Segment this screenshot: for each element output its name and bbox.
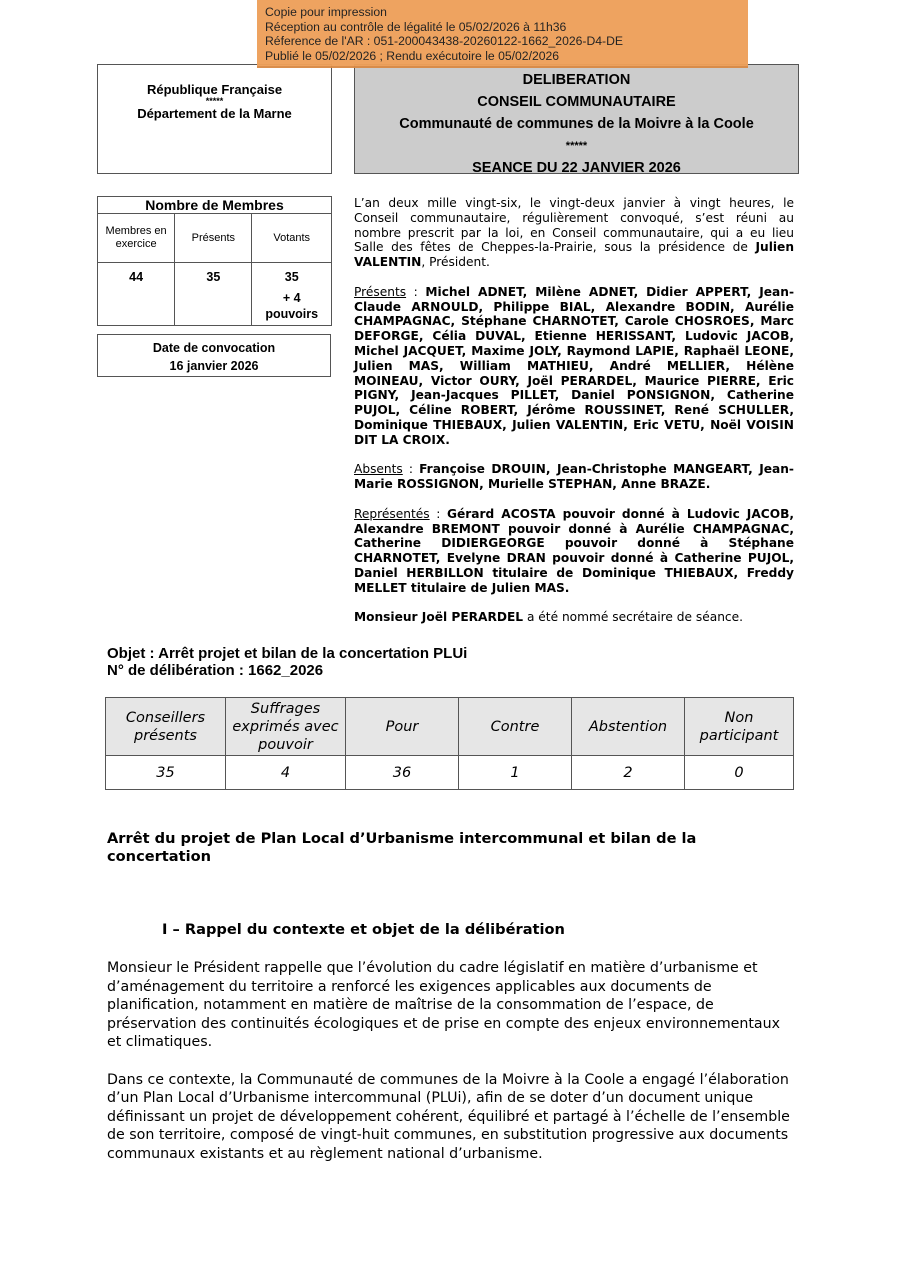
council-title: CONSEIL COMMUNAUTAIRE — [477, 94, 676, 110]
vote-header-present: Conseillers présents — [106, 698, 226, 756]
intro-paragraph: L’an deux mille vingt-six, le vingt-deux janvier à vingt heures, le Conseil communautaire, régulièrement convoqué, s’est réuni au nombre prescrit par la loi, en Conseil communautaire, qui a eu lieu Salle des fêtes de Cheppes-la-Prairie, sous la présidence de Julien VALENTIN, Président. — [354, 196, 794, 270]
members-table-title: Nombre de Membres — [98, 197, 332, 214]
context-paragraph-2: Dans ce contexte, la Communauté de communes de la Moivre à la Coole a engagé l’élaboration d’un Plan Local d’Urbanisme intercommunal (PLUi), afin de se doter d’un document unique définissant un projet de développement cohérent, équilibré et partagé à l’échelle de l’ensemble de son territoire, composé de vingt-huit communes, en substitution progressive aux documents communaux existants et au règlement national d’urbanisme. — [107, 1071, 790, 1162]
banner-line-published: Publié le 05/02/2026 ; Rendu exécutoire le 05/02/2026 — [265, 48, 560, 63]
deliberation-number: N° de délibération : 1662_2026 — [107, 662, 324, 679]
presents-names: Michel ADNET, Milène ADNET, Didier APPERT, Jean-Claude ARNOULD, Philippe BIAL, Alexandre BODIN, Aurélie CHAMPAGNAC, Stéphane CHARNOTET, Carole CHOSROES, Marc DEFORGE, Célia DUVAL, Etienne HERISSANT, Ludovic JACOB, Michel JACQUET, Maxime JOLY, Raymond LAPIE, Raphaël LEONE, Julien MAS, William MATHIEU, André MELLIER, Hélène MOINEAU, Victor OURY, Joël PERARDEL, Maurice PIERRE, Eric PIGNY, Jean-Jacques PILLET, Daniel PONSIGNON, Catherine PUJOL, Céline ROBERT, Jérôme ROUSSINET, René SCHULLER, Dominique THIEBAUX, Julien VALENTIN, Eric VETU, Noël VOISIN DIT LA CROIX. — [354, 284, 794, 447]
transmission-stamp-banner — [257, 0, 748, 68]
banner-line-reference: Réference de l'AR : 051-200043438-20260122-1662_2026-D4-DE — [265, 34, 624, 48]
president-name: Julien VALENTIN — [354, 240, 794, 270]
banner-line-reception: Réception au contrôle de légalité le 05/02/2026 à 11h36 — [265, 19, 567, 34]
subsection-title: I – Rappel du contexte et objet de la délibération — [162, 921, 565, 938]
vote-results-table — [105, 697, 794, 790]
vote-header-suffrages: Suffrages exprimés avec pouvoir — [226, 698, 346, 756]
header-republic-box — [97, 64, 332, 174]
session-date: SEANCE DU 22 JANVIER 2026 — [472, 160, 681, 176]
stars-separator: ***** — [565, 140, 588, 152]
represented-label: Représentés — [354, 506, 430, 521]
vote-value-abstention: 2 — [572, 756, 685, 790]
value-members-in-office: 44 — [98, 263, 175, 326]
represented-paragraph: Représentés : Gérard ACOSTA pouvoir donné à Ludovic JACOB, Alexandre BREMONT pouvoir donné à Aurélie CHAMPAGNAC, Catherine DIDIERGEORGE pouvoir donné à Stéphane CHARNOTET, Evelyne DRAN pouvoir donné à Catherine PUJOL, Daniel HERBILLON titulaire de Dominique THIEBAUX, Freddy MELLET titulaire de Julien MAS. — [354, 506, 795, 595]
vote-value-against: 1 — [459, 756, 572, 790]
convocation-date: 16 janvier 2026 — [169, 359, 259, 373]
vote-value-non-participant: 0 — [685, 756, 794, 790]
convocation-date-box — [97, 334, 331, 377]
vote-value-for: 36 — [346, 756, 459, 790]
convocation-label: Date de convocation — [152, 341, 276, 355]
presents-label: Présents — [354, 284, 407, 299]
represented-names: Gérard ACOSTA pouvoir donné à Ludovic JACOB, Alexandre BREMONT pouvoir donné à Aurélie CHAMPAGNAC, Catherine DIDIERGEORGE pouvoir donné à Stéphane CHARNOTET, Evelyne DRAN pouvoir donné à Catherine PUJOL, Daniel HERBILLON titulaire de Dominique THIEBAUX, Freddy MELLET titulaire de Julien MAS. — [354, 506, 795, 595]
absents-names: Françoise DROUIN, Jean-Christophe MANGEART, Jean-Marie ROSSIGNON, Murielle STEPHAN, Anne BRAZE. — [354, 462, 794, 492]
subject-line: Objet : Arrêt projet et bilan de la concertation PLUi — [107, 645, 468, 662]
header-voting: Votants — [252, 214, 332, 263]
deliberation-subject — [107, 645, 807, 679]
header-deliberation-box — [354, 64, 799, 174]
value-voting: 35 + 4 pouvoirs — [252, 263, 332, 326]
header-present: Présents — [175, 214, 252, 263]
vote-header-for: Pour — [346, 698, 459, 756]
header-members-in-office: Membres en exercice — [98, 214, 175, 263]
secretary-paragraph: Monsieur Joël PERARDEL a été nommé secrétaire de séance. — [354, 610, 744, 625]
members-count-table — [97, 196, 332, 326]
vote-value-suffrages: 4 — [226, 756, 346, 790]
department-label: Département de la Marne — [137, 106, 292, 121]
presents-paragraph: Présents : Michel ADNET, Milène ADNET, Didier APPERT, Jean-Claude ARNOULD, Philippe BIAL, Alexandre BODIN, Aurélie CHAMPAGNAC, Stéphane CHARNOTET, Carole CHOSROES, Marc DEFORGE, Célia DUVAL, Etienne HERISSANT, Ludovic JACOB, Michel JACQUET, Maxime JOLY, Raymond LAPIE, Raphaël LEONE, Julien MAS, William MATHIEU, André MELLIER, Hélène MOINEAU, Victor OURY, Joël PERARDEL, Maurice PIERRE, Eric PIGNY, Jean-Jacques PILLET, Daniel PONSIGNON, Catherine PUJOL, Céline ROBERT, Jérôme ROUSSINET, René SCHULLER, Dominique THIEBAUX, Julien VALENTIN, Eric VETU, Noël VOISIN DIT LA CROIX. — [354, 284, 794, 447]
republic-label: République Française — [146, 82, 283, 97]
community-name: Communauté de communes de la Moivre à la Coole — [399, 116, 754, 132]
secretary-name: Monsieur Joël PERARDEL — [354, 610, 524, 625]
proxy-count: + 4 — [282, 291, 301, 305]
context-paragraphs — [107, 959, 797, 1182]
vote-header-abstention: Abstention — [572, 698, 685, 756]
proxy-label: pouvoirs — [265, 307, 319, 321]
vote-header-non-participant: Non participant — [685, 698, 794, 756]
section-title: Arrêt du projet de Plan Local d’Urbanisme intercommunal et bilan de la concertation — [107, 830, 697, 865]
attendance-section — [354, 196, 794, 640]
absents-label: Absents — [354, 462, 403, 477]
deliberation-title: DELIBERATION — [522, 72, 631, 88]
value-present: 35 — [175, 263, 252, 326]
stars-separator: ***** — [205, 96, 224, 106]
vote-value-present: 35 — [106, 756, 226, 790]
banner-line-copy: Copie pour impression — [265, 5, 387, 19]
absents-paragraph: Absents : Françoise DROUIN, Jean-Christophe MANGEART, Jean-Marie ROSSIGNON, Murielle STEPHAN, Anne BRAZE. — [354, 462, 794, 492]
vote-header-against: Contre — [459, 698, 572, 756]
context-paragraph-1: Monsieur le Président rappelle que l’évolution du cadre législatif en matière d’urbanisme et d’aménagement du territoire a renforcé les exigences applicables aux documents de planification, notamment en matière de maîtrise de la consommation de l’espace, de préservation des continuités écologiques et de prise en compte des enjeux environnementaux et climatiques. — [107, 960, 780, 1051]
